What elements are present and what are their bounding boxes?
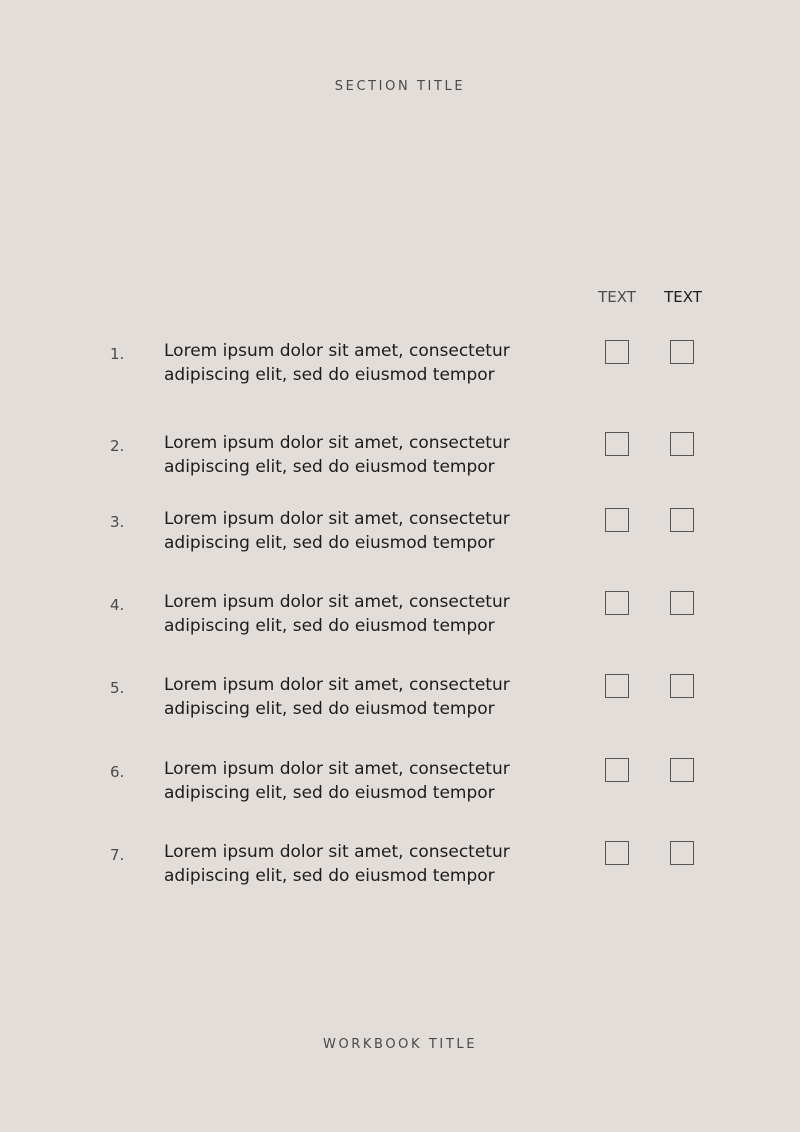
column-header-1: TEXT xyxy=(598,288,636,306)
checkbox-col2[interactable] xyxy=(670,340,694,364)
list-item xyxy=(0,342,800,402)
item-text xyxy=(164,431,574,479)
item-text xyxy=(164,507,574,555)
checkbox-col1[interactable] xyxy=(605,340,629,364)
item-text-line1: Lorem ipsum dolor sit amet, consectetur xyxy=(164,842,510,862)
item-text xyxy=(164,339,574,387)
item-number: 4. xyxy=(110,596,125,614)
item-text-line2: adipiscing elit, sed do eiusmod tempor xyxy=(164,616,495,636)
column-header-2: TEXT xyxy=(664,288,702,306)
checkbox-col2[interactable] xyxy=(670,841,694,865)
checkbox-col1[interactable] xyxy=(605,508,629,532)
list-item xyxy=(0,434,800,494)
checkbox-col1[interactable] xyxy=(605,841,629,865)
checkbox-col1[interactable] xyxy=(605,591,629,615)
list-item xyxy=(0,510,800,570)
item-text xyxy=(164,673,574,721)
item-text-line2: adipiscing elit, sed do eiusmod tempor xyxy=(164,783,495,803)
item-number: 7. xyxy=(110,846,125,864)
list-item xyxy=(0,676,800,736)
item-text-line1: Lorem ipsum dolor sit amet, consectetur xyxy=(164,675,510,695)
checkbox-col2[interactable] xyxy=(670,674,694,698)
item-text-line1: Lorem ipsum dolor sit amet, consectetur xyxy=(164,592,510,612)
item-number: 1. xyxy=(110,345,125,363)
item-text xyxy=(164,840,574,888)
checkbox-col2[interactable] xyxy=(670,758,694,782)
item-text-line2: adipiscing elit, sed do eiusmod tempor xyxy=(164,699,495,719)
checkbox-col1[interactable] xyxy=(605,432,629,456)
item-number: 3. xyxy=(110,513,125,531)
item-text-line2: adipiscing elit, sed do eiusmod tempor xyxy=(164,457,495,477)
checkbox-col1[interactable] xyxy=(605,674,629,698)
list-item xyxy=(0,843,800,903)
item-text-line1: Lorem ipsum dolor sit amet, consectetur xyxy=(164,509,510,529)
item-text xyxy=(164,590,574,638)
item-number: 5. xyxy=(110,679,125,697)
item-text-line1: Lorem ipsum dolor sit amet, consectetur xyxy=(164,341,510,361)
item-text-line2: adipiscing elit, sed do eiusmod tempor xyxy=(164,866,495,886)
checkbox-col2[interactable] xyxy=(670,591,694,615)
item-text-line2: adipiscing elit, sed do eiusmod tempor xyxy=(164,365,495,385)
item-text xyxy=(164,757,574,805)
checkbox-col2[interactable] xyxy=(670,508,694,532)
list-item xyxy=(0,760,800,820)
item-number: 6. xyxy=(110,763,125,781)
section-title: SECTION TITLE xyxy=(334,79,466,94)
checkbox-col1[interactable] xyxy=(605,758,629,782)
list-item xyxy=(0,593,800,653)
item-number: 2. xyxy=(110,437,125,455)
item-text-line2: adipiscing elit, sed do eiusmod tempor xyxy=(164,533,495,553)
item-text-line1: Lorem ipsum dolor sit amet, consectetur xyxy=(164,759,510,779)
checkbox-col2[interactable] xyxy=(670,432,694,456)
item-text-line1: Lorem ipsum dolor sit amet, consectetur xyxy=(164,433,510,453)
workbook-title: WORKBOOK TITLE xyxy=(322,1037,478,1052)
